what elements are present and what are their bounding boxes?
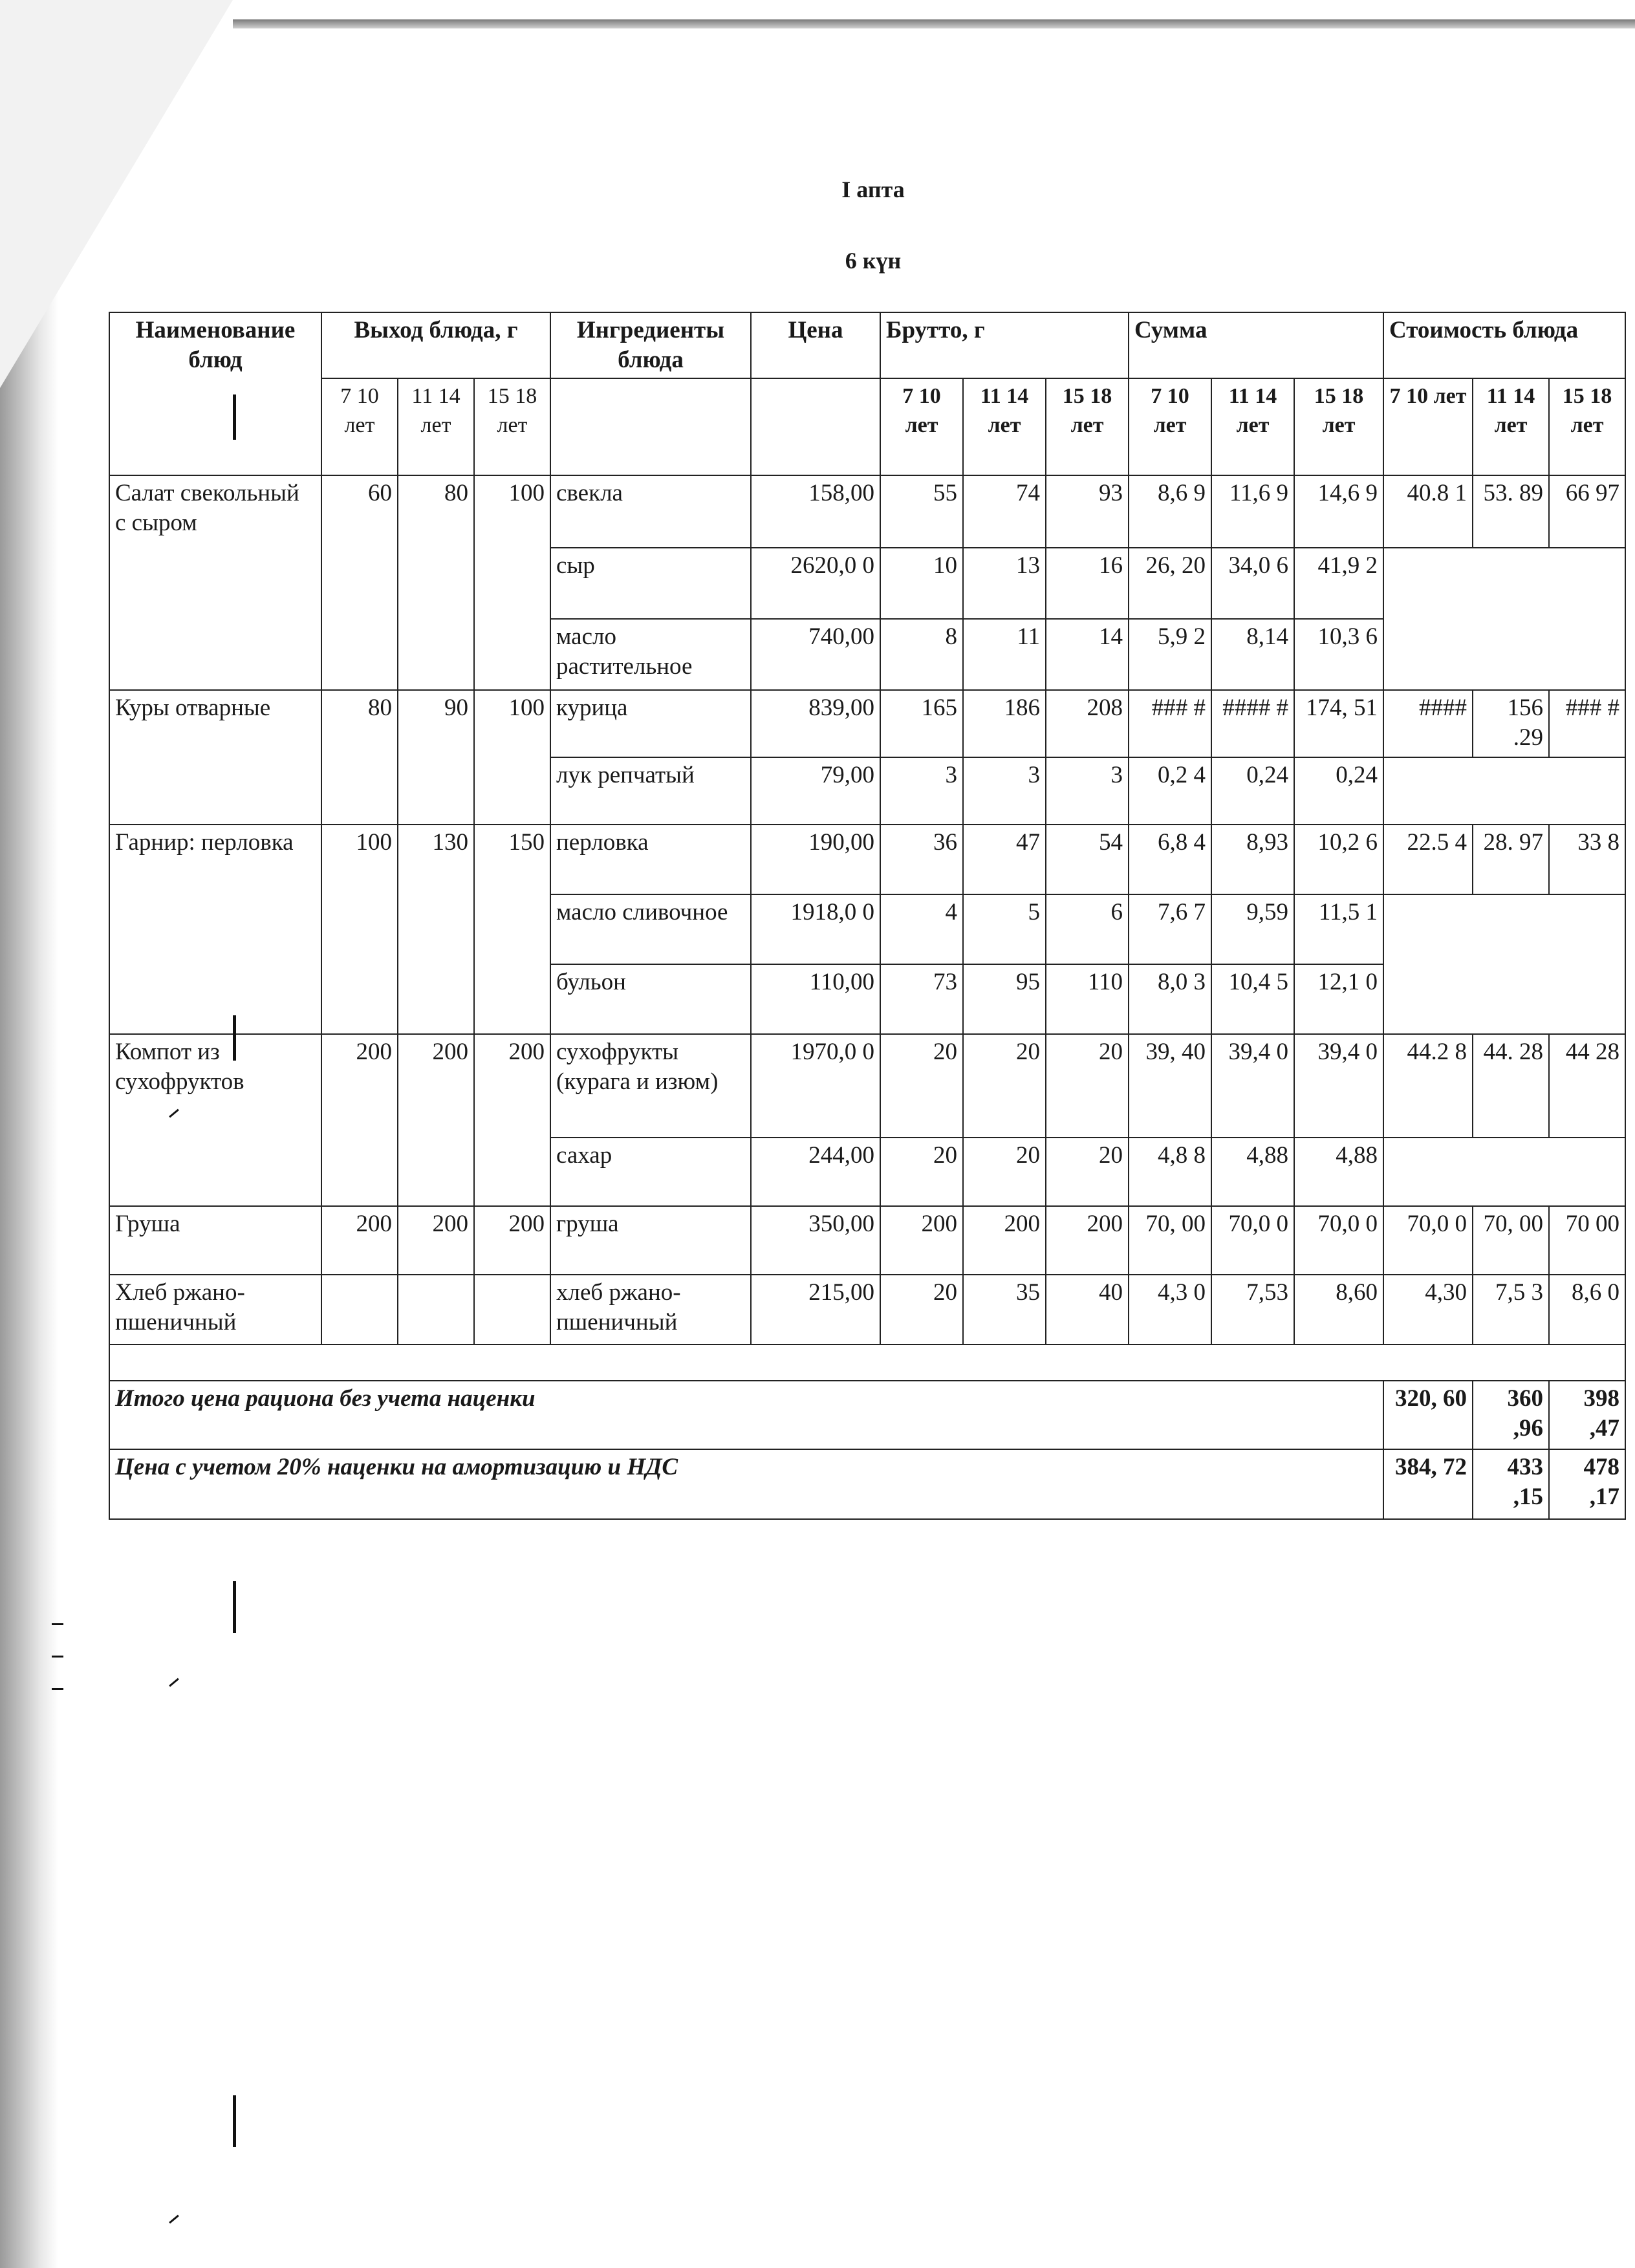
- dish-name: Хлеб ржано-пшеничный: [109, 1275, 321, 1345]
- cost-11-14: 70, 00: [1473, 1206, 1549, 1275]
- dish-yield-15-18: 100: [474, 690, 550, 825]
- age-brutto-11-14: 11 14 лет: [963, 378, 1046, 475]
- ingredient-row: [109, 1034, 1625, 1138]
- document-title: I апта: [841, 177, 905, 202]
- scan-mark: [233, 1015, 236, 1061]
- ingredient-name: свекла: [550, 475, 751, 548]
- scan-mark: [233, 394, 236, 440]
- sum-7-10: 6,8 4: [1129, 825, 1211, 894]
- brutto-7-10: 20: [880, 1138, 963, 1206]
- ingredient-row: [109, 475, 1625, 548]
- sum-15-18: 0,24: [1294, 757, 1383, 825]
- ingredient-name: сахар: [550, 1138, 751, 1206]
- brutto-11-14: 74: [963, 475, 1046, 548]
- ingredient-name: бульон: [550, 964, 751, 1034]
- sum-15-18: 39,4 0: [1294, 1034, 1383, 1138]
- cost-7-10: 40.8 1: [1383, 475, 1473, 548]
- dish-yield-7-10: 200: [321, 1034, 398, 1206]
- ingredient-price: 79,00: [751, 757, 880, 825]
- total-without-markup-7-10: 320, 60: [1383, 1381, 1473, 1449]
- brutto-7-10: 36: [880, 825, 963, 894]
- dish-yield-15-18: 150: [474, 825, 550, 1034]
- brutto-11-14: 20: [963, 1034, 1046, 1138]
- total-with-markup-15-18: 478 ,17: [1549, 1449, 1625, 1519]
- cost-11-14: 44. 28: [1473, 1034, 1549, 1138]
- sum-7-10: ### #: [1129, 690, 1211, 757]
- dish-name: Компот из сухофруктов: [109, 1034, 321, 1206]
- sum-7-10: 8,0 3: [1129, 964, 1211, 1034]
- cost-7-10: ####: [1383, 690, 1473, 757]
- scan-mark: [233, 2095, 236, 2147]
- cost-blank: [1383, 548, 1625, 690]
- sum-15-18: 8,60: [1294, 1275, 1383, 1345]
- header-sum: Сумма: [1129, 312, 1383, 378]
- ingredient-name: груша: [550, 1206, 751, 1275]
- cost-15-18: 8,6 0: [1549, 1275, 1625, 1345]
- dish-name: Груша: [109, 1206, 321, 1275]
- sum-11-14: 39,4 0: [1211, 1034, 1294, 1138]
- brutto-11-14: 47: [963, 825, 1046, 894]
- total-with-markup-label: Цена с учетом 20% наценки на амортизацию и НДС: [109, 1449, 1383, 1519]
- brutto-7-10: 20: [880, 1034, 963, 1138]
- sum-11-14: #### #: [1211, 690, 1294, 757]
- sum-7-10: 4,8 8: [1129, 1138, 1211, 1206]
- brutto-15-18: 3: [1046, 757, 1129, 825]
- cost-blank: [1383, 757, 1625, 825]
- sum-11-14: 0,24: [1211, 757, 1294, 825]
- dish-name: Гарнир: перловка: [109, 825, 321, 1034]
- age-sum-15-18: 15 18 лет: [1294, 378, 1383, 475]
- brutto-11-14: 95: [963, 964, 1046, 1034]
- brutto-15-18: 208: [1046, 690, 1129, 757]
- sum-15-18: 10,2 6: [1294, 825, 1383, 894]
- sum-15-18: 70,0 0: [1294, 1206, 1383, 1275]
- spacer-row: [109, 1345, 1625, 1381]
- sum-15-18: 4,88: [1294, 1138, 1383, 1206]
- dish-yield-15-18: 100: [474, 475, 550, 690]
- total-without-markup-label: Итого цена рациона без учета наценки: [109, 1381, 1383, 1449]
- cost-7-10: 22.5 4: [1383, 825, 1473, 894]
- ingredient-row: [109, 1275, 1625, 1345]
- dish-yield-11-14: 200: [398, 1034, 474, 1206]
- cost-11-14: 53. 89: [1473, 475, 1549, 548]
- scan-mark: [169, 2215, 179, 2224]
- scan-top-edge: [233, 19, 1635, 28]
- scan-mark: [52, 1656, 63, 1658]
- ingredient-row: [109, 825, 1625, 894]
- header-brutto: Брутто, г: [880, 312, 1129, 378]
- ingredient-name: лук репчатый: [550, 757, 751, 825]
- dish-yield-15-18: 200: [474, 1034, 550, 1206]
- ingredient-name: сухофрукты (курага и изюм): [550, 1034, 751, 1138]
- sum-7-10: 26, 20: [1129, 548, 1211, 619]
- ingredient-price: 1970,0 0: [751, 1034, 880, 1138]
- brutto-15-18: 20: [1046, 1138, 1129, 1206]
- total-without-markup-row: [109, 1381, 1625, 1449]
- brutto-15-18: 14: [1046, 619, 1129, 690]
- ingredient-price: 215,00: [751, 1275, 880, 1345]
- cost-7-10: 4,30: [1383, 1275, 1473, 1345]
- scan-mark: [169, 1678, 179, 1687]
- sum-15-18: 14,6 9: [1294, 475, 1383, 548]
- dish-yield-7-10: [321, 1275, 398, 1345]
- ingredient-price: 1918,0 0: [751, 894, 880, 964]
- brutto-11-14: 13: [963, 548, 1046, 619]
- document-subtitle: 6 күн: [845, 248, 902, 274]
- brutto-11-14: 200: [963, 1206, 1046, 1275]
- brutto-15-18: 16: [1046, 548, 1129, 619]
- sum-7-10: 8,6 9: [1129, 475, 1211, 548]
- age-brutto-15-18: 15 18 лет: [1046, 378, 1129, 475]
- cost-11-14: 156 .29: [1473, 690, 1549, 757]
- sum-15-18: 12,1 0: [1294, 964, 1383, 1034]
- brutto-15-18: 93: [1046, 475, 1129, 548]
- sum-11-14: 70,0 0: [1211, 1206, 1294, 1275]
- brutto-11-14: 35: [963, 1275, 1046, 1345]
- age-cost-15-18: 15 18 лет: [1549, 378, 1625, 475]
- total-with-markup-7-10: 384, 72: [1383, 1449, 1473, 1519]
- cost-15-18: 44 28: [1549, 1034, 1625, 1138]
- cost-15-18: 70 00: [1549, 1206, 1625, 1275]
- ingredient-name: перловка: [550, 825, 751, 894]
- brutto-15-18: 20: [1046, 1034, 1129, 1138]
- brutto-7-10: 10: [880, 548, 963, 619]
- header-yield: Выход блюда, г: [321, 312, 550, 378]
- dish-yield-11-14: 130: [398, 825, 474, 1034]
- dish-yield-7-10: 200: [321, 1206, 398, 1275]
- age-cost-7-10: 7 10 лет: [1383, 378, 1473, 475]
- age-brutto-7-10: 7 10 лет: [880, 378, 963, 475]
- ingredient-price: 190,00: [751, 825, 880, 894]
- ingredient-price: 244,00: [751, 1138, 880, 1206]
- brutto-11-14: 186: [963, 690, 1046, 757]
- menu-cost-table: [109, 312, 1626, 1520]
- age-sum-11-14: 11 14 лет: [1211, 378, 1294, 475]
- sum-7-10: 5,9 2: [1129, 619, 1211, 690]
- total-with-markup-11-14: 433 ,15: [1473, 1449, 1549, 1519]
- sum-11-14: 4,88: [1211, 1138, 1294, 1206]
- brutto-11-14: 20: [963, 1138, 1046, 1206]
- brutto-7-10: 8: [880, 619, 963, 690]
- brutto-15-18: 200: [1046, 1206, 1129, 1275]
- header-row: [109, 312, 1625, 378]
- cost-15-18: 66 97: [1549, 475, 1625, 548]
- ingredient-row: [109, 1206, 1625, 1275]
- age-ingredients-blank: [550, 378, 751, 475]
- age-sum-7-10: 7 10 лет: [1129, 378, 1211, 475]
- brutto-7-10: 165: [880, 690, 963, 757]
- sum-7-10: 7,6 7: [1129, 894, 1211, 964]
- header-cost: Стоимость блюда: [1383, 312, 1625, 378]
- dish-yield-7-10: 80: [321, 690, 398, 825]
- header-dish-name: Наименование блюд: [109, 312, 321, 475]
- cost-15-18: 33 8: [1549, 825, 1625, 894]
- cost-15-18: ### #: [1549, 690, 1625, 757]
- dish-yield-11-14: 200: [398, 1206, 474, 1275]
- ingredient-price: 2620,0 0: [751, 548, 880, 619]
- brutto-15-18: 40: [1046, 1275, 1129, 1345]
- brutto-7-10: 3: [880, 757, 963, 825]
- ingredient-price: 740,00: [751, 619, 880, 690]
- header-price: Цена: [751, 312, 880, 378]
- sum-15-18: 41,9 2: [1294, 548, 1383, 619]
- cost-blank: [1383, 894, 1625, 1034]
- sum-11-14: 7,53: [1211, 1275, 1294, 1345]
- header-ingredients: Ингредиенты блюда: [550, 312, 751, 378]
- ingredient-name: хлеб ржано-пшеничный: [550, 1275, 751, 1345]
- age-yield-15-18: 15 18 лет: [474, 378, 550, 475]
- ingredient-price: 839,00: [751, 690, 880, 757]
- age-price-blank: [751, 378, 880, 475]
- ingredient-price: 158,00: [751, 475, 880, 548]
- brutto-7-10: 55: [880, 475, 963, 548]
- brutto-7-10: 73: [880, 964, 963, 1034]
- ingredient-row: [109, 690, 1625, 757]
- total-without-markup-11-14: 360 ,96: [1473, 1381, 1549, 1449]
- cost-7-10: 44.2 8: [1383, 1034, 1473, 1138]
- cost-11-14: 7,5 3: [1473, 1275, 1549, 1345]
- sum-11-14: 11,6 9: [1211, 475, 1294, 548]
- brutto-11-14: 3: [963, 757, 1046, 825]
- ingredient-name: масло сливочное: [550, 894, 751, 964]
- scan-mark: [233, 1581, 236, 1633]
- spacer-cell: [109, 1345, 1625, 1381]
- age-yield-7-10: 7 10 лет: [321, 378, 398, 475]
- ingredient-name: масло растительное: [550, 619, 751, 690]
- brutto-7-10: 200: [880, 1206, 963, 1275]
- sum-11-14: 34,0 6: [1211, 548, 1294, 619]
- sum-11-14: 9,59: [1211, 894, 1294, 964]
- sum-15-18: 10,3 6: [1294, 619, 1383, 690]
- sum-7-10: 39, 40: [1129, 1034, 1211, 1138]
- brutto-7-10: 4: [880, 894, 963, 964]
- dish-yield-11-14: [398, 1275, 474, 1345]
- sum-11-14: 8,93: [1211, 825, 1294, 894]
- scan-mark: [52, 1623, 63, 1625]
- brutto-11-14: 11: [963, 619, 1046, 690]
- ingredient-name: курица: [550, 690, 751, 757]
- sum-7-10: 70, 00: [1129, 1206, 1211, 1275]
- dish-name: Куры отварные: [109, 690, 321, 825]
- cost-7-10: 70,0 0: [1383, 1206, 1473, 1275]
- dish-yield-15-18: 200: [474, 1206, 550, 1275]
- ingredient-name: сыр: [550, 548, 751, 619]
- dish-yield-7-10: 100: [321, 825, 398, 1034]
- sum-7-10: 0,2 4: [1129, 757, 1211, 825]
- total-without-markup-15-18: 398 ,47: [1549, 1381, 1625, 1449]
- sum-11-14: 10,4 5: [1211, 964, 1294, 1034]
- brutto-15-18: 110: [1046, 964, 1129, 1034]
- dish-name: Салат свекольный с сыром: [109, 475, 321, 690]
- sum-15-18: 11,5 1: [1294, 894, 1383, 964]
- total-with-markup-row: [109, 1449, 1625, 1519]
- sum-11-14: 8,14: [1211, 619, 1294, 690]
- cost-11-14: 28. 97: [1473, 825, 1549, 894]
- dish-yield-7-10: 60: [321, 475, 398, 690]
- ingredient-price: 350,00: [751, 1206, 880, 1275]
- age-cost-11-14: 11 14 лет: [1473, 378, 1549, 475]
- sum-15-18: 174, 51: [1294, 690, 1383, 757]
- age-yield-11-14: 11 14 лет: [398, 378, 474, 475]
- cost-blank: [1383, 1138, 1625, 1206]
- brutto-11-14: 5: [963, 894, 1046, 964]
- brutto-15-18: 6: [1046, 894, 1129, 964]
- sum-7-10: 4,3 0: [1129, 1275, 1211, 1345]
- dish-yield-11-14: 90: [398, 690, 474, 825]
- brutto-7-10: 20: [880, 1275, 963, 1345]
- age-header-row: [109, 378, 1625, 475]
- ingredient-price: 110,00: [751, 964, 880, 1034]
- brutto-15-18: 54: [1046, 825, 1129, 894]
- scan-mark: [52, 1688, 63, 1690]
- dish-yield-11-14: 80: [398, 475, 474, 690]
- dish-yield-15-18: [474, 1275, 550, 1345]
